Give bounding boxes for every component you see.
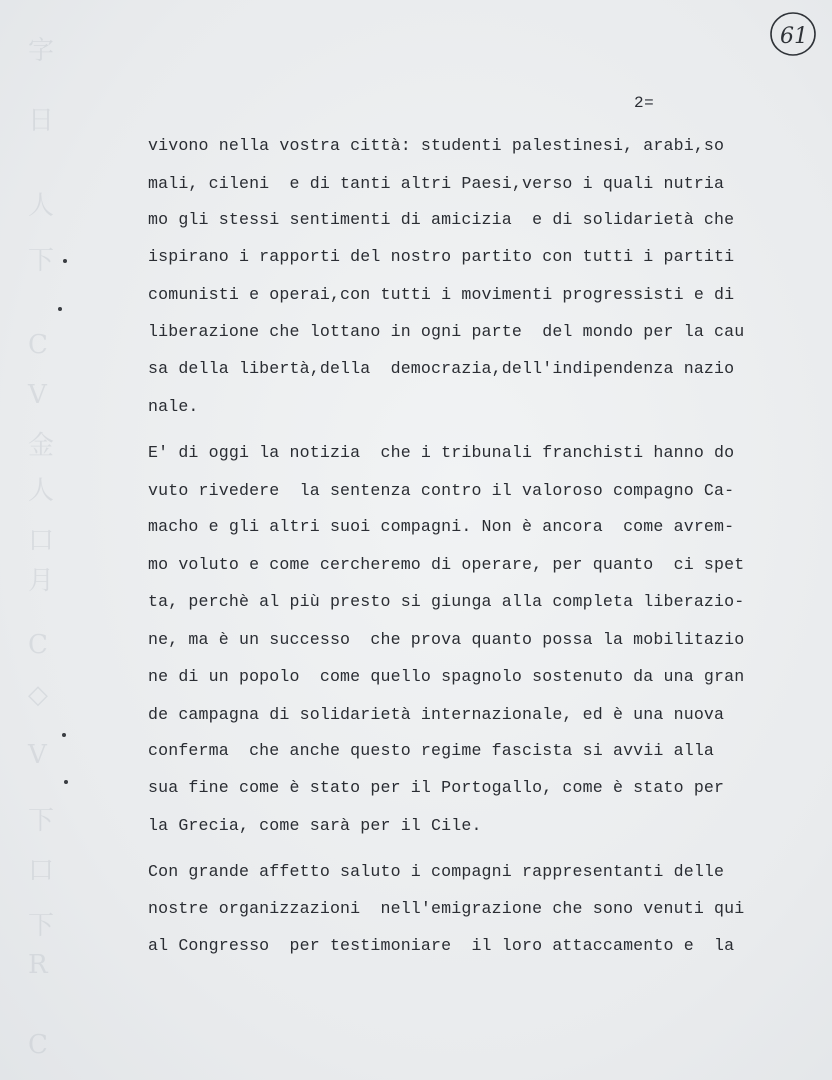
margin-dot bbox=[58, 307, 62, 311]
text-line: nostre organizzazioni nell'emigrazione che sono venuti qui bbox=[148, 899, 745, 918]
margin-dot bbox=[63, 259, 67, 263]
text-line: mo gli stessi sentimenti di amicizia e di solidarietà che bbox=[148, 210, 735, 229]
text-line: sua fine come è stato per il Portogallo, come è stato per bbox=[148, 778, 725, 797]
typed-page-number: 2= bbox=[634, 94, 655, 112]
text-line: ne, ma è un successo che prova quanto possa la mobilitazio bbox=[148, 630, 745, 649]
text-line: ne di un popolo come quello spagnolo sostenuto da una gran bbox=[148, 667, 745, 686]
handwritten-page-number-circle bbox=[766, 8, 820, 62]
text-line: nale. bbox=[148, 397, 199, 416]
bleed-through-marks: 字 日 人 下 C V 金 人 口 月 C ◇ V 下 口 下 R C bbox=[28, 36, 55, 1060]
handwritten-page-number: 61 bbox=[780, 24, 808, 49]
text-line: mali, cileni e di tanti altri Paesi,verso i quali nutria bbox=[148, 174, 725, 193]
text-line: ispirano i rapporti del nostro partito con tutti i partiti bbox=[148, 247, 735, 266]
text-line: Con grande affetto saluto i compagni rappresentanti delle bbox=[148, 862, 725, 881]
text-line: conferma che anche questo regime fascista si avvii alla bbox=[148, 741, 715, 760]
text-line: mo voluto e come cercheremo di operare, per quanto ci spet bbox=[148, 555, 745, 574]
text-line: la Grecia, come sarà per il Cile. bbox=[148, 816, 482, 835]
text-line: sa della libertà,della democrazia,dell'indipendenza nazio bbox=[148, 359, 735, 378]
text-line: vivono nella vostra città: studenti palestinesi, arabi,so bbox=[148, 136, 725, 155]
text-line: macho e gli altri suoi compagni. Non è ancora come avrem- bbox=[148, 517, 735, 536]
text-line: liberazione che lottano in ogni parte del mondo per la cau bbox=[148, 322, 745, 341]
text-line: comunisti e operai,con tutti i movimenti progressisti e di bbox=[148, 285, 735, 304]
margin-dot bbox=[64, 780, 68, 784]
text-line: de campagna di solidarietà internazionale, ed è una nuova bbox=[148, 705, 725, 724]
text-line: al Congresso per testimoniare il loro attaccamento e la bbox=[148, 936, 735, 955]
text-line: E' di oggi la notizia che i tribunali franchisti hanno do bbox=[148, 443, 735, 462]
text-line: ta, perchè al più presto si giunga alla completa liberazio- bbox=[148, 592, 745, 611]
text-line: vuto rivedere la sentenza contro il valoroso compagno Ca- bbox=[148, 481, 735, 500]
margin-dot bbox=[62, 733, 66, 737]
